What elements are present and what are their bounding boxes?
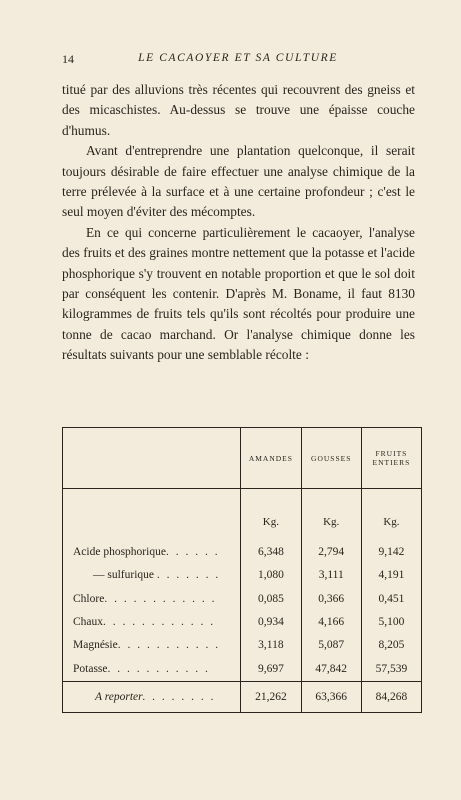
paragraph-2: Avant d'entreprendre une plantation quelconque, il serait toujours désirable de faire effectuer une analyse chimique de la terre prélevée à la surface et à une certaine profondeur ; c'est le seul moyen d'éviter des mécomptes. xyxy=(62,143,415,220)
value-cell: 5,100 xyxy=(361,610,421,633)
page-header xyxy=(62,52,414,68)
total-label-text: A reporter xyxy=(95,691,143,703)
value-cell: 4,191 xyxy=(361,564,421,587)
table-row xyxy=(63,587,421,610)
column-header-gousses: GOUSSES xyxy=(301,428,361,489)
paragraph-3: En ce qui concerne particulièrement le cacaoyer, l'analyse des fruits et des graines montre nettement que la potasse et l'acide phosphorique s'y trouvent en notable proportion et que le sol doit par conséquent les contenir. D'après M. Boname, il faut 8130 kilogrammes de fruits tels qu'ils sont récoltés pour produire une tonne de cacao marchand. Or l'analyse chimique donne les résultats suivants pour une semblable récolte : xyxy=(62,224,415,363)
row-label-text: Chlore xyxy=(73,592,105,605)
value-cell: 57,539 xyxy=(361,657,421,681)
total-value-cell: 21,262 xyxy=(241,682,301,713)
row-label xyxy=(63,564,241,587)
leader-dots: . . . . . . . . . . . . xyxy=(104,592,217,605)
total-label xyxy=(63,682,241,713)
value-cell: 0,934 xyxy=(241,610,301,633)
units-row xyxy=(63,489,421,541)
row-label xyxy=(63,610,241,633)
value-cell: 8,205 xyxy=(361,634,421,657)
value-cell: 2,794 xyxy=(301,540,361,563)
row-label xyxy=(63,657,241,681)
value-cell: 4,166 xyxy=(301,610,361,633)
value-cell: 1,080 xyxy=(241,564,301,587)
value-cell: 9,142 xyxy=(361,540,421,563)
header-label-cell xyxy=(63,428,241,489)
row-label-text: Potasse xyxy=(73,663,108,676)
unit-cell: Kg. xyxy=(361,489,421,541)
row-label xyxy=(63,540,241,563)
leader-dots: . . . . . . . . . . . . xyxy=(103,616,216,629)
body-text xyxy=(62,80,415,366)
table-row xyxy=(63,564,421,587)
value-cell: 47,842 xyxy=(301,657,361,681)
leader-dots: . . . . . . . xyxy=(156,569,221,582)
value-cell: 3,118 xyxy=(241,634,301,657)
total-value-cell: 84,268 xyxy=(361,682,421,713)
value-cell: 6,348 xyxy=(241,540,301,563)
analysis-table xyxy=(62,427,422,713)
value-cell: 0,085 xyxy=(241,587,301,610)
paragraph-1: titué par des alluvions très récentes qui recouvrent des gneiss et des micaschistes. Au-dessus se trouve une épaisse couche d'humus. xyxy=(62,82,415,138)
value-cell: 5,087 xyxy=(301,634,361,657)
table-row xyxy=(63,634,421,657)
value-cell: 0,366 xyxy=(301,587,361,610)
leader-dots: . . . . . . xyxy=(165,545,220,558)
page-number: 14 xyxy=(62,52,74,66)
column-header-amandes: AMANDES xyxy=(241,428,301,489)
units-label-cell xyxy=(63,489,241,541)
leader-dots: . . . . . . . . xyxy=(142,691,216,703)
row-label-text: Magnésie xyxy=(73,639,118,652)
value-cell: 0,451 xyxy=(361,587,421,610)
unit-cell: Kg. xyxy=(241,489,301,541)
unit-cell: Kg. xyxy=(301,489,361,541)
leader-dots: . . . . . . . . . . . xyxy=(117,639,221,652)
total-value-cell: 63,366 xyxy=(301,682,361,713)
leader-dots: . . . . . . . . . . . xyxy=(107,663,210,676)
row-label-text: Acide phosphorique xyxy=(73,545,166,558)
running-title: LE CACAOYER ET SA CULTURE xyxy=(138,52,338,64)
total-row xyxy=(63,682,421,713)
row-label xyxy=(63,587,241,610)
value-cell: 3,111 xyxy=(301,564,361,587)
row-label-text: — sulfurique xyxy=(93,569,155,582)
table-header-row xyxy=(63,428,421,489)
row-label xyxy=(63,634,241,657)
table-row xyxy=(63,657,421,681)
table-row xyxy=(63,610,421,633)
table-row xyxy=(63,540,421,563)
row-label-text: Chaux xyxy=(73,616,104,629)
value-cell: 9,697 xyxy=(241,657,301,681)
column-header-fruits-entiers: FRUITS ENTIERS xyxy=(361,428,421,489)
